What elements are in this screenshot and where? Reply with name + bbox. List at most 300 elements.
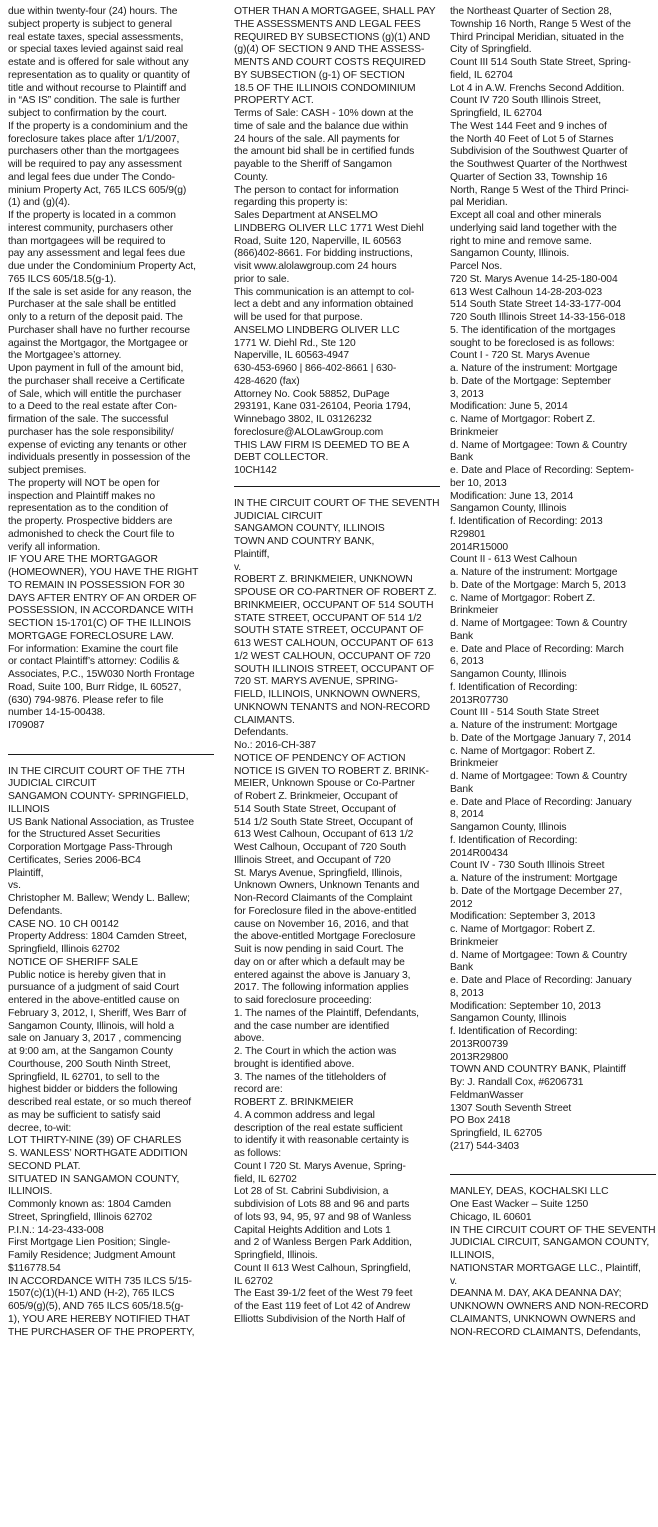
text-line: the above-entitled Mortgage Foreclosure: [234, 931, 416, 943]
text-line: NOTICE IS GIVEN TO ROBERT Z. BRINK-: [234, 765, 429, 777]
text-line: of Sale, which will entitle the purchaser: [8, 388, 182, 400]
text-line: SECTION 15-1701(C) OF THE ILLINOIS: [8, 618, 191, 629]
text-line: Modification: June 13, 2014: [450, 490, 574, 502]
text-line: Road, Suite 100, Burr Ridge, IL 60527,: [8, 681, 182, 693]
text-line: Count I 720 St. Marys Avenue, Spring-: [234, 1160, 406, 1172]
text-line: Unknown Owners, Unknown Tenants and: [234, 880, 420, 892]
text-line: described real estate, or so much thereof: [8, 1097, 192, 1108]
text-line: 613 West Calhoun, Occupant of 613 1/2: [234, 829, 414, 841]
text-line: ber 10, 2013: [450, 477, 507, 489]
text-line: Lot 4 in A.W. Frenchs Second Addition.: [450, 82, 625, 94]
text-line: b. Date of the Mortgage: March 5, 2013: [450, 579, 626, 591]
text-line: Family Residence; Judgment Amount: [8, 1250, 176, 1261]
text-line: c. Name of Mortgagor: Robert Z.: [450, 592, 596, 604]
text-line: Count II 613 West Calhoun, Springfield,: [234, 1262, 411, 1274]
text-line: the North 40 Feet of Lot 5 of Starnes: [450, 133, 614, 145]
column-3: [450, 6, 656, 1339]
text-line: f. Identification of Recording: 2013: [450, 516, 603, 527]
text-line: First Mortgage Lien Position; Single-: [8, 1237, 171, 1249]
text-line: the Mortgagee’s attorney.: [8, 350, 122, 362]
text-line: ANSELMO LINDBERG OLIVER LLC: [234, 324, 400, 336]
text-line: day on or after which a default may be: [234, 956, 405, 968]
text-line: admonished to check the Court file to: [8, 528, 175, 540]
text-line: 1/2 WEST CALHOUN, OCCUPANT OF 720: [234, 650, 431, 662]
text-line: NON-RECORD CLAIMANTS, Defendants,: [450, 1326, 641, 1338]
text-line: Third Principal Meridian, situated in the: [450, 31, 624, 43]
text-line: SPOUSE OR CO-PARTNER OF ROBERT Z.: [234, 587, 437, 598]
text-line: foreclosure@ALOLawGroup.com: [234, 426, 384, 438]
text-line: title and without recourse to Plaintiff and: [8, 82, 187, 94]
text-line: Except all coal and other minerals: [450, 210, 602, 221]
text-line: JUDICIAL CIRCUIT: [234, 510, 323, 522]
text-line: 514 1/2 South State Street, Occupant of: [234, 816, 413, 828]
text-line: description of the real estate sufficient: [234, 1122, 403, 1134]
text-line: lect a debt and any information obtained: [234, 299, 414, 311]
text-line: North, Range 5 West of the Third Princi-: [450, 184, 629, 196]
text-line: brought is identified above.: [234, 1058, 355, 1070]
text-line: pay any assessment and legal fees due: [8, 248, 186, 260]
text-line: Property Address: 1804 Camden Street,: [8, 931, 187, 943]
text-line: SITUATED IN SANGAMON COUNTY,: [8, 1173, 180, 1185]
text-line: 5. The identification of the mortgages: [450, 324, 616, 336]
text-line: LINDBERG OLIVER LLC 1771 West Diehl: [234, 222, 424, 234]
text-line: Springfield, IL 62701, to sell to the: [8, 1071, 160, 1083]
text-line: Count IV - 730 South Illinois Street: [450, 860, 605, 872]
text-line: Plaintiff,: [8, 867, 44, 879]
text-line: IF YOU ARE THE MORTGAGOR: [8, 554, 158, 566]
text-line: 514 South State Street 14-33-177-004: [450, 299, 621, 311]
text-line: and 2 of Wanless Bergen Park Addition,: [234, 1237, 412, 1249]
text-line: MENTS AND COURT COSTS REQUIRED: [234, 57, 426, 68]
text-line: due under the Condominium Property Act,: [8, 261, 196, 272]
text-line: Bank: [450, 962, 474, 974]
text-line: a. Nature of the instrument: Mortgage: [450, 873, 618, 884]
text-line: R29801: [450, 528, 486, 540]
text-line: cause on November 16, 2016, and that: [234, 918, 409, 930]
text-line: c. Name of Mortgagor: Robert Z.: [450, 414, 596, 425]
text-line: Certificates, Series 2006-BC4: [8, 854, 141, 866]
text-line: Road, Suite 120, Naperville, IL 60563: [234, 235, 402, 247]
text-line: representation as to the condition of: [8, 503, 169, 515]
text-line: Sangamon County, Illinois, will hold a: [8, 1020, 174, 1032]
text-line: NOTICE OF SHERIFF SALE: [8, 956, 138, 968]
text-line: than mortgagees will be required to: [8, 235, 166, 247]
text-line: or special taxes levied against said real: [8, 44, 184, 56]
text-line: Elliotts Subdivision of the North Half of: [234, 1313, 406, 1325]
text-line: b. Date of the Mortgage: September: [450, 375, 611, 387]
text-line: number 14-15-00438.: [8, 707, 106, 719]
text-line: Street, Springfield, Illinois 62702: [8, 1211, 153, 1223]
text-line: subject property is subject to general: [8, 18, 172, 30]
text-line: MANLEY, DEAS, KOCHALSKI LLC: [450, 1186, 609, 1198]
text-line: MEIER, Unknown Spouse or Co-Partner: [234, 778, 415, 790]
text-line: I709087: [8, 720, 45, 731]
text-line: firmation of the sale. The successful: [8, 414, 169, 425]
text-line: Modification: September 10, 2013: [450, 1000, 601, 1012]
text-line: STATE STREET, OCCUPANT OF 514 1/2: [234, 612, 422, 624]
text-line: e. Date and Place of Recording: January: [450, 975, 632, 986]
text-line: Bank: [450, 452, 474, 464]
text-line: Sangamon County, Illinois: [450, 669, 567, 680]
text-line: 1507(c)(1)(H-1) AND (H-2), 765 ILCS: [8, 1288, 175, 1300]
text-line: sale on January 3, 2017 , commencing: [8, 1033, 182, 1045]
text-line: FeldmanWasser: [450, 1089, 524, 1101]
text-line: 765 ILCS 605/18.5(g-1).: [8, 273, 117, 285]
text-line: The West 144 Feet and 9 inches of: [450, 120, 607, 132]
text-line: e. Date and Place of Recording: January: [450, 796, 632, 808]
text-line: BY SUBSECTION (g-1) OF SECTION: [234, 69, 405, 81]
text-line: $116778.54: [8, 1262, 61, 1274]
text-line: REQUIRED BY SUBSECTIONS (g)(1) AND: [234, 31, 431, 43]
text-line: Christopher M. Ballew; Wendy L. Ballew;: [8, 893, 190, 904]
text-line: Brinkmeier: [450, 936, 499, 948]
text-line: Plaintiff,: [234, 548, 270, 560]
text-line: 4. A common address and legal: [234, 1109, 375, 1121]
text-line: 720 South Illinois Street 14-33-156-018: [450, 312, 626, 323]
text-line: SANGAMON COUNTY- SPRINGFIELD,: [8, 791, 189, 802]
text-line: City of Springfield.: [450, 44, 532, 56]
text-line: a. Nature of the instrument: Mortgage: [450, 720, 618, 731]
text-line: Purchaser at the sale shall be entitled: [8, 299, 176, 311]
text-line: US Bank National Association, as Trustee: [8, 816, 195, 828]
text-line: real estate taxes, special assessments,: [8, 31, 184, 43]
newspaper-legal-notices-page: [8, 6, 656, 1521]
text-line: d. Name of Mortgagee: Town & Country: [450, 618, 628, 629]
text-line: to said foreclosure proceeding:: [234, 995, 372, 1006]
text-line: Bank: [450, 630, 474, 642]
text-line: the amount bid shall be in certified funds: [234, 146, 415, 158]
text-line: Terms of Sale: CASH - 10% down at the: [234, 108, 414, 119]
text-line: to identify it with reasonable certainty is: [234, 1135, 409, 1147]
text-line: Count I - 720 St. Marys Avenue: [450, 350, 590, 362]
text-line: regarding this property is:: [234, 197, 348, 209]
text-line: Attorney No. Cook 58852, DuPage: [234, 388, 390, 400]
text-line: c. Name of Mortgagor: Robert Z.: [450, 924, 596, 935]
text-line: Capital Heights Addition and Lots 1: [234, 1224, 391, 1236]
text-line: at 9:00 am, at the Sangamon County: [8, 1046, 173, 1057]
text-line: will be used for that purpose.: [234, 312, 363, 323]
text-line: Brinkmeier: [450, 605, 499, 617]
text-line: PROPERTY ACT.: [234, 95, 314, 107]
text-line: Count IV 720 South Illinois Street,: [450, 95, 602, 107]
text-line: Township 16 North, Range 5 West of the: [450, 18, 631, 30]
text-line: time of sale and the balance due within: [234, 120, 409, 132]
text-line: Sangamon County, Illinois: [450, 822, 567, 833]
text-line: Sales Department at ANSELMO: [234, 210, 378, 221]
text-line: 2. The Court in which the action was: [234, 1046, 397, 1057]
text-line: Winnebago 3802, IL 03126232: [234, 414, 372, 425]
text-line: Springfield, Illinois 62702: [8, 944, 120, 955]
text-line: 2014R00434: [450, 847, 508, 859]
text-line: visit www.alolawgroup.com 24 hours: [234, 261, 397, 272]
text-line: TOWN AND COUNTRY BANK,: [234, 536, 375, 547]
text-line: 8, 2014: [450, 809, 484, 821]
text-line: The person to contact for information: [234, 184, 399, 196]
text-line: ROBERT Z. BRINKMEIER: [234, 1097, 354, 1108]
text-line: BRINKMEIER, OCCUPANT OF 514 SOUTH: [234, 599, 434, 611]
text-line: 6, 2013: [450, 656, 484, 668]
text-line: for Foreclosure filed in the above-entitled: [234, 905, 417, 917]
text-line: minium Property Act, 765 ILCS 605/9(g): [8, 184, 187, 196]
text-line: 1. The names of the Plaintiff, Defendants,: [234, 1007, 419, 1019]
text-line: v.: [450, 1275, 458, 1287]
text-line: 613 West Calhoun 14-28-203-023: [450, 286, 602, 298]
section-divider: [234, 486, 440, 487]
text-line: 720 ST. MARYS AVENUE, SPRING-: [234, 676, 398, 688]
text-line: P.I.N.: 14-23-433-008: [8, 1224, 104, 1236]
text-line: TOWN AND COUNTRY BANK, Plaintiff: [450, 1064, 626, 1076]
text-line: entered against the above is January 3,: [234, 969, 411, 981]
text-line: Suit is now pending in said Court. The: [234, 944, 404, 955]
text-line: Springfield, IL 62704: [450, 108, 542, 119]
text-line: Parcel Nos.: [450, 261, 503, 272]
text-line: Public notice is hereby given that in: [8, 969, 166, 981]
text-line: pursuance of a judgment of said Court: [8, 982, 179, 994]
text-line: Subdivision of the Southwest Quarter of: [450, 146, 628, 158]
text-line: Commonly known as: 1804 Camden: [8, 1199, 171, 1210]
text-line: 2017. The following information applies: [234, 982, 409, 994]
text-line: OTHER THAN A MORTGAGEE, SHALL PAY: [234, 6, 436, 17]
text-line: Lot 28 of St. Cabrini Subdivision, a: [234, 1186, 389, 1198]
text-line: the Southwest Quarter of the Northwest: [450, 159, 628, 170]
text-line: County.: [234, 171, 269, 183]
text-line: JUDICIAL CIRCUIT, SANGAMON COUNTY,: [450, 1237, 650, 1249]
text-line: 18.5 OF THE ILLINOIS CONDOMINIUM: [234, 82, 416, 94]
text-line: field, IL 62704: [450, 69, 513, 81]
text-line: underlying said land together with the: [450, 222, 617, 234]
text-line: e. Date and Place of Recording: Septem-: [450, 465, 634, 476]
text-line: 3, 2013: [450, 388, 484, 400]
text-line: as follows:: [234, 1148, 281, 1159]
text-line: 10CH142: [234, 465, 277, 476]
notice-text-block: [234, 498, 440, 1327]
text-line: Associates, P.C., 15W030 North Frontage: [8, 669, 195, 680]
text-line: a. Nature of the instrument: Mortgage: [450, 567, 618, 578]
text-line: the purchaser shall receive a Certificate: [8, 375, 185, 387]
text-line: d. Name of Mortgagee: Town & Country: [450, 949, 628, 961]
text-line: as may be sufficient to satisfy said: [8, 1109, 161, 1121]
text-line: expense of evicting any tenants or other: [8, 439, 187, 451]
text-line: Bank: [450, 783, 474, 795]
text-line: Courthouse, 200 South Ninth Street,: [8, 1058, 171, 1070]
text-line: highest bidder or bidders the following: [8, 1084, 178, 1096]
text-line: CASE NO. 10 CH 00142: [8, 918, 119, 930]
text-line: IN ACCORDANCE WITH 735 ILCS 5/15-: [8, 1275, 192, 1287]
text-line: If the sale is set aside for any reason, the: [8, 286, 192, 298]
text-line: (g)(4) OF SECTION 9 AND THE ASSESS-: [234, 44, 425, 56]
text-line: Sangamon County, Illinois.: [450, 248, 570, 260]
text-line: SECOND PLAT.: [8, 1160, 81, 1172]
text-line: in “AS IS” condition. The sale is further: [8, 95, 180, 107]
text-line: THIS LAW FIRM IS DEEMED TO BE A: [234, 439, 410, 451]
text-line: entered in the above-entitled cause on: [8, 995, 180, 1006]
text-line: 1307 South Seventh Street: [450, 1102, 572, 1114]
text-line: and legal fees due under The Condo-: [8, 171, 175, 183]
text-line: CLAIMANTS.: [234, 714, 295, 726]
text-line: No.: 2016-CH-387: [234, 740, 316, 751]
text-line: Non-Record Claimants of the Complaint: [234, 893, 413, 904]
text-line: THE PURCHASER OF THE PROPERTY,: [8, 1326, 195, 1338]
text-line: d. Name of Mortgagee: Town & Country: [450, 771, 628, 782]
text-line: By: J. Randall Cox, #6206731: [450, 1077, 584, 1088]
text-line: subdivision of Lots 88 and 96 and parts: [234, 1199, 410, 1210]
text-line: or contact Plaintiff’s attorney: Codilis &: [8, 656, 180, 668]
text-line: JUDICIAL CIRCUIT: [8, 778, 97, 790]
text-line: the Northeast Quarter of Section 28,: [450, 6, 612, 17]
text-line: right to mine and remove same.: [450, 235, 592, 247]
text-line: (217) 544-3403: [450, 1140, 520, 1152]
text-line: Modification: September 3, 2013: [450, 911, 596, 923]
text-line: decree, to-wit:: [8, 1122, 72, 1134]
text-line: of lots 93, 94, 95, 97 and 98 of Wanless: [234, 1211, 412, 1223]
notice-text-block: [450, 1186, 656, 1339]
text-line: (HOMEOWNER), YOU HAVE THE RIGHT: [8, 567, 199, 578]
text-line: 1), YOU ARE HEREBY NOTIFIED THAT: [8, 1313, 190, 1325]
text-line: FIELD, ILLINOIS, UNKNOWN OWNERS,: [234, 689, 421, 700]
text-line: 2013R00739: [450, 1038, 508, 1050]
text-line: 514 South State Street, Occupant of: [234, 803, 396, 815]
text-line: 428-4620 (fax): [234, 375, 300, 387]
text-line: verify all information.: [8, 541, 101, 553]
text-line: 1771 W. Diehl Rd., Ste 120: [234, 337, 356, 349]
text-line: of the East 119 feet of Lot 42 of Andrew: [234, 1301, 411, 1312]
text-line: NOTICE OF PENDENCY OF ACTION: [234, 752, 406, 764]
text-line: If the property is a condominium and the: [8, 120, 188, 132]
text-line: CLAIMANTS, UNKNOWN OWNERS and: [450, 1313, 636, 1325]
text-line: will be required to pay any assessment: [8, 159, 182, 170]
text-line: 293191, Kane 031-26104, Peoria 1794,: [234, 401, 411, 413]
text-line: the property. Prospective bidders are: [8, 516, 173, 527]
text-line: S. WANLESS’ NORTHGATE ADDITION: [8, 1148, 188, 1159]
text-line: POSSESSION, IN ACCORDANCE WITH: [8, 605, 194, 617]
text-line: f. Identification of Recording:: [450, 681, 578, 693]
text-line: Brinkmeier: [450, 758, 499, 770]
text-line: due within twenty-four (24) hours. The: [8, 6, 178, 17]
text-line: 630-453-6960 | 866-402-8661 | 630-: [234, 363, 397, 374]
text-line: vs.: [8, 880, 21, 892]
text-line: SOUTH ILLINOIS STREET, OCCUPANT OF: [234, 663, 434, 675]
text-line: 605/9(g)(5), AND 765 ILCS 605/18.5(g-: [8, 1301, 184, 1312]
text-line: This communication is an attempt to col-: [234, 286, 415, 298]
text-line: UNKNOWN TENANTS and NON-RECORD: [234, 701, 430, 713]
text-line: February 3, 2012, I, Sheriff, Wes Barr of: [8, 1007, 187, 1019]
text-line: 24 hours of the sale. All payments for: [234, 133, 400, 145]
text-line: IN THE CIRCUIT COURT OF THE SEVENTH: [450, 1224, 656, 1236]
text-line: field, IL 62702: [234, 1173, 297, 1185]
text-line: (866)402-8661. For bidding instructions,: [234, 248, 413, 260]
text-line: THE ASSESSMENTS AND LEGAL FEES: [234, 18, 421, 30]
text-line: Defendants.: [8, 905, 63, 917]
text-line: to a Deed to the real estate after Con-: [8, 401, 177, 413]
text-line: d. Name of Mortgagee: Town & Country: [450, 439, 628, 451]
text-line: purchasers other than the mortgagees: [8, 146, 179, 158]
text-line: SOUTH STATE STREET, OCCUPANT OF: [234, 625, 424, 637]
text-line: c. Name of Mortgagor: Robert Z.: [450, 745, 596, 757]
text-line: subject to confirmation by the court.: [8, 108, 167, 119]
text-line: Defendants.: [234, 727, 289, 739]
text-line: Corporation Mortgage Pass-Through: [8, 842, 173, 853]
text-line: DEBT COLLECTOR.: [234, 452, 329, 464]
text-line: Upon payment in full of the amount bid,: [8, 363, 184, 374]
text-line: interest community, purchasers other: [8, 222, 174, 234]
notice-text-block: [8, 6, 214, 733]
text-line: Sangamon County, Illinois: [450, 503, 567, 515]
text-line: West Calhoun, Occupant of 720 South: [234, 842, 407, 853]
text-line: MORTGAGE FORECLOSURE LAW.: [8, 630, 174, 642]
text-line: 720 St. Marys Avenue 14-25-180-004: [450, 273, 618, 285]
text-line: Modification: June 5, 2014: [450, 401, 568, 413]
text-line: ILLINOIS.: [8, 1186, 53, 1198]
text-line: Quarter of Section 33, Township 16: [450, 171, 608, 183]
text-line: inspection and Plaintiff makes no: [8, 490, 156, 502]
text-line: a. Nature of the instrument: Mortgage: [450, 363, 618, 374]
notice-text-block: [8, 766, 214, 1340]
text-line: 2013R07730: [450, 694, 508, 706]
text-line: Chicago, IL 60601: [450, 1211, 532, 1223]
text-line: IN THE CIRCUIT COURT OF THE SEVENTH: [234, 497, 440, 509]
text-line: DAYS AFTER ENTRY OF AN ORDER OF: [8, 592, 197, 604]
text-line: Count II - 613 West Calhoun: [450, 554, 578, 566]
text-line: 2013R29800: [450, 1051, 508, 1063]
text-line: (1) and (g)(4).: [8, 197, 71, 209]
blank-line: [8, 733, 214, 746]
text-line: The property will NOT be open for: [8, 477, 160, 489]
text-line: payable to the Sheriff of Sangamon: [234, 159, 392, 170]
text-line: b. Date of the Mortgage January 7, 2014: [450, 732, 631, 744]
text-line: Brinkmeier: [450, 426, 499, 438]
text-line: 2014R15000: [450, 541, 508, 553]
text-line: ILLINOIS: [8, 803, 50, 815]
text-line: LOT THIRTY-NINE (39) OF CHARLES: [8, 1135, 182, 1147]
text-line: SANGAMON COUNTY, ILLINOIS: [234, 523, 385, 535]
text-line: If the property is located in a common: [8, 210, 176, 221]
text-line: against the Mortgagor, the Mortgagee or: [8, 337, 188, 349]
text-line: above.: [234, 1033, 265, 1045]
text-line: TO REMAIN IN POSSESSION FOR 30: [8, 579, 185, 591]
text-line: IL 62702: [234, 1275, 273, 1287]
text-line: 613 WEST CALHOUN, OCCUPANT OF 613: [234, 638, 434, 649]
text-line: Springfield, IL 62705: [450, 1128, 542, 1139]
text-line: (630) 794-9876. Please refer to file: [8, 694, 164, 706]
text-line: prior to sale.: [234, 273, 290, 285]
blank-line: [450, 1154, 656, 1167]
text-line: f. Identification of Recording:: [450, 834, 578, 846]
text-line: for the Structured Asset Securities: [8, 829, 161, 841]
text-line: Count III 514 South State Street, Spring-: [450, 57, 631, 68]
text-line: DEANNA M. DAY, AKA DEANNA DAY;: [450, 1288, 622, 1300]
text-line: UNKNOWN OWNERS AND NON-RECORD: [450, 1301, 649, 1312]
text-line: foreclosure takes place after 1/1/2007,: [8, 133, 180, 145]
text-line: record are:: [234, 1084, 283, 1096]
text-line: purchaser has the sole responsibility/: [8, 426, 174, 438]
text-line: One East Wacker – Suite 1250: [450, 1199, 589, 1210]
text-line: b. Date of the Mortgage December 27,: [450, 885, 623, 897]
text-line: ROBERT Z. BRINKMEIER, UNKNOWN: [234, 574, 413, 586]
text-line: St. Marys Avenue, Springfield, Illinois,: [234, 867, 403, 879]
text-line: Illinois Street, and Occupant of 720: [234, 854, 391, 866]
text-line: The East 39-1/2 feet of the West 79 feet: [234, 1288, 413, 1300]
text-line: of Robert Z. Brinkmeier, Occupant of: [234, 791, 398, 802]
text-line: 8, 2013: [450, 987, 484, 999]
text-line: pal Meridian.: [450, 197, 508, 209]
text-line: For information: Examine the court file: [8, 643, 179, 655]
column-2: [234, 6, 440, 1327]
text-line: estate and is offered for sale without any: [8, 57, 189, 68]
text-line: representation as to quality or quantity of: [8, 69, 190, 81]
notice-text-block: [234, 6, 440, 478]
text-line: 3. The names of the titleholders of: [234, 1071, 386, 1083]
text-line: f. Identification of Recording:: [450, 1026, 578, 1037]
